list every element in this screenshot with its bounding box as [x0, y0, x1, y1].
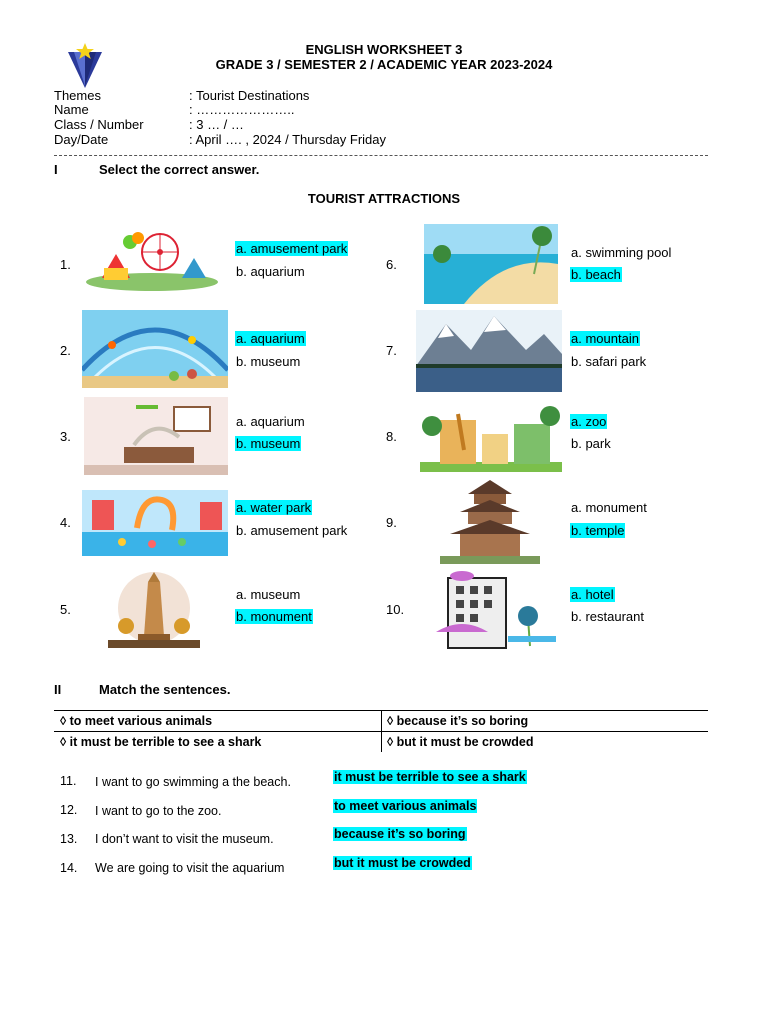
- question-number: 7.: [386, 343, 397, 358]
- aquarium-icon: [82, 310, 228, 388]
- section-2-number: II: [54, 682, 62, 697]
- match-option: ◊ to meet various animals: [60, 714, 213, 728]
- option-a[interactable]: a. museum: [236, 587, 301, 602]
- option-b[interactable]: b. temple: [571, 523, 625, 538]
- question-number: 4.: [60, 515, 71, 530]
- option-a[interactable]: a. hotel: [571, 587, 614, 602]
- question-number: 9.: [386, 515, 397, 530]
- option-b[interactable]: b. beach: [571, 267, 621, 282]
- question-number: 6.: [386, 257, 397, 272]
- sentence-answer[interactable]: because it’s so boring: [334, 827, 466, 841]
- museum-icon: [84, 397, 228, 475]
- info-label-date: Day/Date: [54, 132, 109, 147]
- info-label-themes: Themes: [54, 88, 101, 103]
- sentence-text: We are going to visit the aquarium: [95, 861, 285, 875]
- monument-icon: [108, 568, 200, 648]
- option-b[interactable]: b. monument: [236, 609, 312, 624]
- question-number: 5.: [60, 602, 71, 617]
- question-number: 10.: [386, 602, 405, 617]
- temple-icon: [438, 480, 542, 564]
- sentence-answer[interactable]: it must be terrible to see a shark: [334, 770, 526, 784]
- option-a[interactable]: a. monument: [571, 500, 647, 515]
- option-a[interactable]: a. zoo: [571, 414, 607, 429]
- section-2-instruction: Match the sentences.: [99, 682, 231, 697]
- sentence-text: I want to go swimming a the beach.: [95, 775, 291, 789]
- option-b[interactable]: b. safari park: [571, 354, 647, 369]
- match-option: ◊ but it must be crowded: [387, 735, 534, 749]
- sentence-answer[interactable]: to meet various animals: [334, 799, 477, 813]
- question-number: 1.: [60, 257, 71, 272]
- info-value-themes: : Tourist Destinations: [189, 88, 310, 103]
- sentence-number: 12.: [60, 803, 78, 817]
- worksheet-title: ENGLISH WORKSHEET 3: [305, 42, 463, 57]
- option-a[interactable]: a. mountain: [571, 331, 639, 346]
- option-b[interactable]: b. aquarium: [236, 264, 305, 279]
- sentence-number: 11.: [60, 774, 77, 788]
- sentence-number: 14.: [60, 861, 78, 875]
- question-number: 8.: [386, 429, 397, 444]
- option-b[interactable]: b. museum: [236, 436, 301, 451]
- option-a[interactable]: a. aquarium: [236, 414, 305, 429]
- option-a[interactable]: a. aquarium: [236, 331, 305, 346]
- option-a[interactable]: a. water park: [236, 500, 312, 515]
- question-number: 2.: [60, 343, 71, 358]
- sentence-answer[interactable]: but it must be crowded: [334, 856, 471, 870]
- sentence-number: 13.: [60, 832, 78, 846]
- info-value-class: : 3 … / …: [189, 117, 244, 132]
- option-b[interactable]: b. amusement park: [236, 523, 348, 538]
- info-label-name: Name: [54, 102, 89, 117]
- hotel-icon: [432, 570, 560, 650]
- question-number: 3.: [60, 429, 71, 444]
- amusement-park-icon: [82, 228, 222, 292]
- option-b[interactable]: b. restaurant: [571, 609, 644, 624]
- water-park-icon: [82, 490, 228, 556]
- sentence-text: I don’t want to visit the museum.: [95, 832, 274, 846]
- option-a[interactable]: a. amusement park: [236, 241, 348, 256]
- mountain-icon: [416, 310, 562, 392]
- option-b[interactable]: b. park: [571, 436, 611, 451]
- section-1-instruction: Select the correct answer.: [99, 162, 260, 177]
- zoo-icon: [420, 404, 562, 472]
- match-option: ◊ because it’s so boring: [387, 714, 529, 728]
- section-1-subtitle: TOURIST ATTRACTIONS: [307, 191, 461, 206]
- option-a[interactable]: a. swimming pool: [571, 245, 672, 260]
- match-option: ◊ it must be terrible to see a shark: [60, 735, 262, 749]
- worksheet-subtitle: GRADE 3 / SEMESTER 2 / ACADEMIC YEAR 2023-2024: [215, 57, 553, 72]
- info-label-class: Class / Number: [54, 117, 144, 132]
- sentence-text: I want to go to the zoo.: [95, 804, 222, 818]
- dashed-divider: [54, 155, 708, 156]
- info-value-date: : April …. , 2024 / Thursday Friday: [189, 132, 387, 147]
- info-value-name: : …………………..: [189, 102, 295, 117]
- beach-icon: [424, 224, 558, 304]
- option-b[interactable]: b. museum: [236, 354, 301, 369]
- section-1-number: I: [54, 162, 58, 177]
